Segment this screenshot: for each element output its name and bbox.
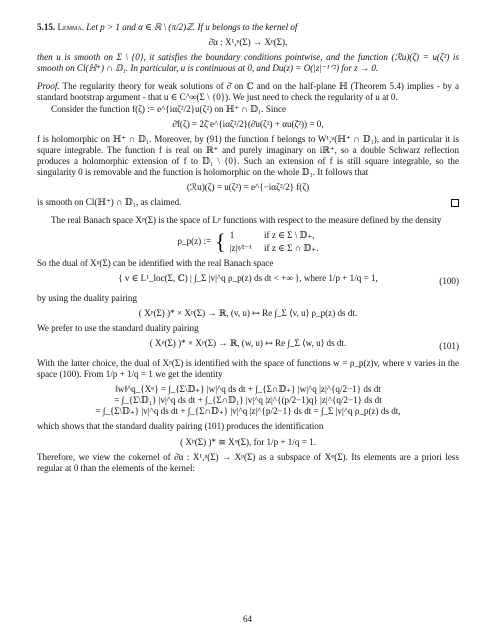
density-cases — [230, 230, 319, 253]
density-definition — [37, 230, 459, 253]
body-para-6: which shows that the standard duality pairing (101) produces the identification — [37, 421, 324, 432]
body-para-5: With the latter choice, the dual of Xᵖ(Σ) is identified with the space of functions w = ρ_p(z)v, where v varies in the space (100). From 1/p + 1/q = 1 we get the identity — [37, 357, 459, 380]
lemma-label: Lemma. — [57, 22, 84, 32]
norm-calculation-line-2: = ∫_{Σ\𝔻₁} |v|^q ds dt + ∫_{Σ∩𝔻₁} |v|^q |z|^{(p/2−1)q} |z|^{q/2−1} ds dt — [114, 395, 382, 406]
density-lhs: ρ_p(z) := — [177, 236, 212, 247]
proof-end-line — [37, 197, 459, 208]
lemma-statement — [37, 22, 459, 33]
dual-identification: ( Xᵖ(Σ) )* ≅ Xᵠ(Σ), for 1/p + 1/q = 1. — [180, 436, 316, 447]
body-para-4: We prefer to use the standard duality pairing — [37, 322, 199, 333]
proof-display-1: ∂̄f(ζ) = 2ζ̄ e^{iαζ²/2}(∂̄u(ζ²) + αu(ζ̄²)) = 0, — [172, 118, 324, 129]
lemma-text-1: Let p > 1 and α ∈ ℝ \ (π/2)ℤ. If u belongs to the kernel of — [86, 22, 298, 32]
page-content — [37, 22, 459, 474]
proof-text-1: The regularity theory for weak solutions of ∂̄ on ℂ and on the half-plane ℍ (Theorem 5.4) implies - by a standard bootstrap argument - that u ∈ C^∞(Σ \ {0}). We just need to check the regularity of u at 0. — [37, 81, 460, 103]
qed-square-icon — [451, 199, 459, 207]
norm-calculation-line-1: ‖w‖^q_{Xᵠ} = ∫_{Σ\𝔻₊} |w|^q ds dt + ∫_{Σ∩𝔻₊} |w|^q |z|^{q/2−1} ds dt — [115, 384, 381, 395]
equation-101-number: (101) — [439, 340, 459, 351]
left-brace-icon: { — [215, 229, 226, 254]
proof-text-4: is smooth on Cl(ℍ⁺) ∩ 𝔻₁, as claimed. — [37, 197, 182, 208]
proof-label: Proof. — [37, 81, 60, 92]
density-case-2-value: |z|ᵖ⁄²⁻¹ — [229, 242, 252, 253]
density-case-1-value: 1 — [229, 230, 235, 241]
proof-paragraph-1 — [37, 81, 459, 103]
density-case-2-condition: if z ∈ Σ ∩ 𝔻₊. — [263, 242, 319, 253]
proof-text-2: Consider the function f(ζ) := e^{iαζ²/2}u(ζ²) on ℍ⁺ ∩ 𝔻₁. Since — [51, 103, 287, 114]
body-para-3: by using the duality pairing — [37, 292, 138, 303]
body-para-1: The real Banach space Xᵖ(Σ) is the space of Lᵖ functions with respect to the measure defined by the density — [51, 215, 442, 226]
page-number: 64 — [243, 614, 252, 624]
equation-101-body: ( Xᵖ(Σ) )* × Xᵖ(Σ) → ℝ, (w, u) ↦ Re ∫_Σ ⟨w, u⟩ ds dt. — [149, 337, 347, 348]
lemma-operator: ∂̄α : X¹,ᵖ(Σ) → Xᵖ(Σ), — [208, 37, 288, 48]
equation-100-body: { v ∈ L¹_loc(Σ, ℂ) | ∫_Σ |v|^q ρ_p(z) ds dt < +∞ }, where 1/p + 1/q = 1, — [118, 272, 378, 283]
lemma-number: 5.15. — [37, 22, 56, 32]
equation-100-number: (100) — [439, 275, 459, 286]
proof-text-3: f is holomorphic on ℍ⁺ ∩ 𝔻₁. Moreover, by (91) the function f belongs to W¹,ᵖ(ℍ⁺ ∩ 𝔻₁), and in particular it is square integrable. The function f is real on ℝ⁺ and purely imaginary on iℝ⁺, so a double Schwarz reflection produces a holomorphic extension of f to 𝔻₁ \ {0}. Such an extension of f is still square integrable, so the singularity 0 is removable and the function is holomorphic on the whole 𝔻₁. It follows that — [37, 133, 459, 178]
equation-101 — [37, 338, 459, 354]
density-case-1-condition: if z ∈ Σ \ 𝔻₊, — [263, 230, 315, 241]
body-para-2: So the dual of Xᵖ(Σ) can be identified with the real Banach space — [37, 257, 274, 268]
pairing-weighted: ( Xᵖ(Σ) )* × Xᵖ(Σ) → ℝ, (v, u) ↦ Re ∫_Σ ⟨v, u⟩ ρ_p(z) ds dt. — [138, 307, 358, 318]
norm-calculation-line-3: = ∫_{Σ\𝔻₊} |v|^q ds dt + ∫_{Σ∩𝔻₊} |v|^q |z|^{p/2−1} ds dt = ∫_Σ |v|^q ρ_p(z) ds dt, — [95, 406, 401, 417]
lemma-text-2: then u is smooth on Σ \ {0}, it satisfies the boundary conditions pointwise, and the function (ℛu)(ζ) = u(ζ²) is smooth on Cl(ℍ⁺) ∩ 𝔻₁. In particular, u is continuous at 0, and Du(z) = O(|z|⁻¹ᐟ²) for z → 0. — [37, 52, 459, 74]
equation-100 — [37, 273, 459, 289]
proof-display-2: (ℛu)(ζ) = u(ζ²) = e^{−iαζ²/2} f(ζ) — [186, 182, 310, 193]
body-para-7: Therefore, we view the cokernel of ∂̄α : X¹,ᵖ(Σ) → Xᵖ(Σ) as a subspace of Xᵠ(Σ). Its elements are a priori less regular at 0 than the elements of the kernel: — [37, 451, 459, 473]
